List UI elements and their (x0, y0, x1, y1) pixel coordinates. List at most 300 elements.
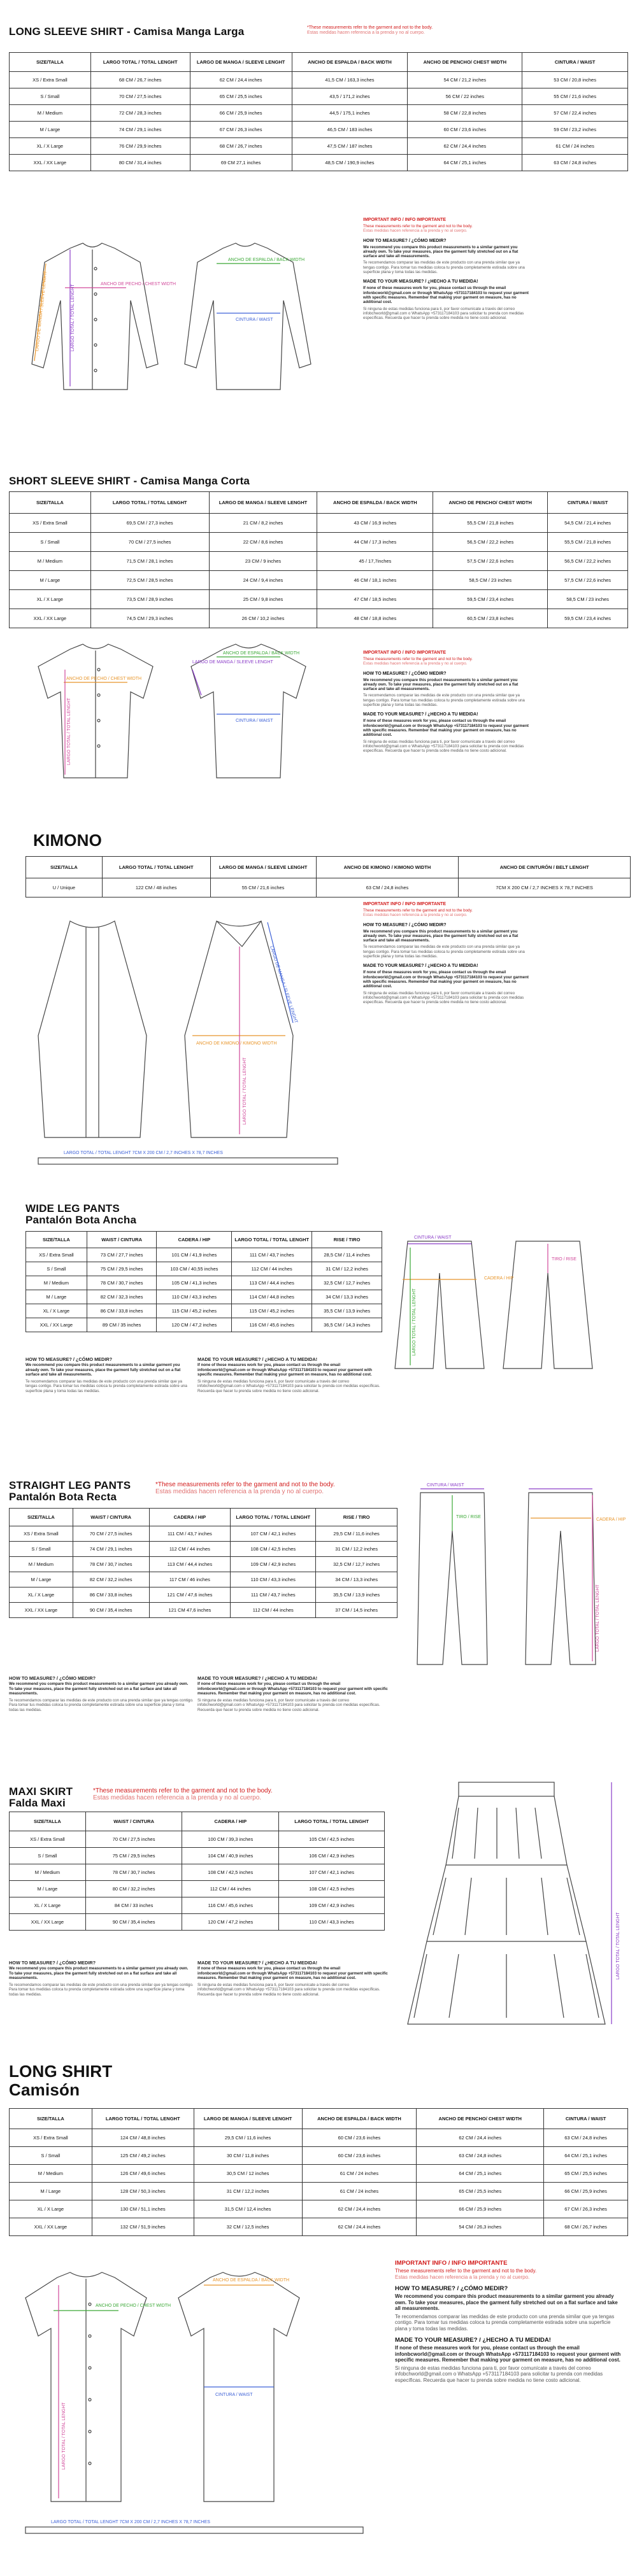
table-cell: S / Small (10, 1542, 73, 1557)
waist-label: CINTURA / WAIST (215, 2393, 253, 2397)
section-title: MAXI SKIRT Falda Maxi (9, 1785, 73, 1809)
section-title: LONG SLEEVE SHIRT - Camisa Manga Larga (9, 25, 245, 38)
table-cell: 121 CM 47,6 inches (149, 1603, 231, 1618)
table-cell: 120 CM / 47,2 inches (157, 1318, 232, 1332)
size-table (9, 52, 628, 171)
table-cell: XS / Extra Small (26, 1248, 87, 1262)
waist-label: CINTURA / WAIST (236, 318, 273, 322)
column-header: CADERA / HIP (157, 1232, 232, 1248)
column-header: LARGO TOTAL / TOTAL LENGHT (102, 857, 210, 878)
hip-label: CADERA / HIP (484, 1276, 514, 1281)
table-cell: 69,5 CM / 27,3 inches (90, 514, 209, 533)
table-cell: 74 CM / 29,1 inches (90, 122, 190, 138)
column-header: WAIST / CINTURA (87, 1232, 157, 1248)
table-cell: 59 CM / 23,2 inches (522, 122, 628, 138)
table-cell: 60 CM / 23,6 inches (408, 122, 522, 138)
column-header: SIZE/TALLA (10, 1509, 73, 1526)
table-cell: 62 CM / 24,4 inches (302, 2218, 417, 2236)
table-cell: 47 CM / 18,5 inches (317, 590, 433, 609)
table-row (10, 571, 628, 590)
column-header: LARGO TOTAL / TOTAL LENGHT (232, 1232, 312, 1248)
table-cell: XL / X Large (10, 138, 91, 155)
table-cell: XL / X Large (10, 2200, 92, 2218)
table-cell: 110 CM / 43,3 inches (157, 1290, 232, 1304)
belt-label: LARGO TOTAL / TOTAL LENGHT 7CM X 200 CM / 2,7 INCHES X 78,7 INCHES (64, 1151, 223, 1155)
column-header: ANCHO DE PENCHO/ CHEST WIDTH (417, 2109, 544, 2129)
table-cell: 61 CM / 24 inches (302, 2165, 417, 2183)
waist-label: CINTURA / WAIST (427, 1483, 464, 1488)
table-cell: 105 CM / 41,3 inches (157, 1276, 232, 1290)
table-cell: 72,5 CM / 28,5 inches (90, 571, 209, 590)
sleeve-length-label: LARGO DE MANGA / SLEEVE LENGHT (35, 271, 48, 352)
table-cell: 109 CM / 42,9 inches (279, 1897, 385, 1914)
table-row (10, 552, 628, 571)
table-cell: 105 CM / 42,5 inches (279, 1831, 385, 1848)
table-cell: 73,5 CM / 28,9 inches (90, 590, 209, 609)
table-cell: M / Large (26, 1290, 87, 1304)
table-row (26, 878, 631, 897)
table-row (26, 1262, 382, 1276)
table-cell: 58,5 CM / 23 inches (433, 571, 548, 590)
table-cell: 62 CM / 24,4 inches (190, 72, 292, 88)
total-length-label: LARGO TOTAL / TOTAL LENGHT (67, 698, 71, 765)
column-header: SIZE/TALLA (10, 492, 91, 514)
table-cell: 122 CM / 48 inches (102, 878, 210, 897)
column-header: ANCHO DE PENCHO/ CHEST WIDTH (433, 492, 548, 514)
table-cell: XL / X Large (26, 1304, 87, 1318)
table-cell: 41,5 CM / 163,3 inches (292, 72, 408, 88)
table-cell: 55,5 CM / 21,8 inches (433, 514, 548, 533)
table-cell: 108 CM / 42,5 inches (182, 1864, 279, 1881)
table-cell: 54 CM / 21,2 inches (408, 72, 522, 88)
column-header: LARGO TOTAL / TOTAL LENGHT (90, 53, 190, 72)
column-header: ANCHO DE KIMONO / KIMONO WIDTH (316, 857, 459, 878)
table-cell: 26 CM / 10,2 inches (209, 609, 317, 628)
table-cell: XXL / XX Large (10, 1914, 86, 1931)
column-header: ANCHO DE CINTURÓN / BELT LENGHT (459, 857, 631, 878)
sleeve-length-label: LARGO DE MANGA / SLEEVE LENGHT (269, 945, 298, 1024)
garment-notice: *These measurements refer to the garment and not to the body. Estas medidas hacen referencia a la prenda y no al cuerpo. (155, 1481, 335, 1495)
table-cell: 76 CM / 29,9 inches (90, 138, 190, 155)
table-cell: 54 CM / 26,3 inches (417, 2218, 544, 2236)
table-cell: 130 CM / 51,1 inches (92, 2200, 194, 2218)
table-cell: XS / Extra Small (10, 1526, 73, 1542)
column-header: CADERA / HIP (149, 1509, 231, 1526)
total-length-label: LARGO TOTAL / TOTAL LENGHT (71, 284, 75, 351)
table-cell: 113 CM / 44,4 inches (232, 1276, 312, 1290)
table-cell: 59,5 CM / 23,4 inches (433, 590, 548, 609)
table-cell: 68 CM / 26,7 inches (544, 2218, 628, 2236)
table-cell: 106 CM / 42,9 inches (279, 1848, 385, 1864)
table-row (10, 1831, 385, 1848)
table-row (10, 1897, 385, 1914)
wide-leg-pants-illustration (389, 1228, 631, 1375)
column-header: ANCHO DE ESPALDA / BACK WIDTH (317, 492, 433, 514)
table-cell: M / Medium (10, 1557, 73, 1572)
table-cell: 67 CM / 26,3 inches (190, 122, 292, 138)
column-header: CINTURA / WAIST (544, 2109, 628, 2129)
table-cell: 31 CM / 12,2 inches (312, 1262, 382, 1276)
table-cell: M / Large (10, 2183, 92, 2200)
table-cell: 90 CM / 35,4 inches (73, 1603, 149, 1618)
table-row (10, 1864, 385, 1881)
table-cell: 65 CM / 25,5 inches (417, 2183, 544, 2200)
table-cell: M / Medium (10, 105, 91, 122)
table-cell: 24 CM / 9,4 inches (209, 571, 317, 590)
total-length-label: LARGO TOTAL / TOTAL LENGHT (412, 1288, 417, 1356)
total-length-label: LARGO TOTAL / TOTAL LENGHT (62, 2402, 66, 2470)
table-cell: 60 CM / 23,6 inches (302, 2129, 417, 2147)
table-cell: 46 CM / 18,1 inches (317, 571, 433, 590)
long-sleeve-section (0, 0, 637, 446)
straight-leg-section (0, 1480, 637, 1766)
table-cell: 109 CM / 42,9 inches (231, 1557, 316, 1572)
table-cell: XXL / XX Large (10, 155, 91, 171)
table-cell: 125 CM / 49,2 inches (92, 2147, 194, 2165)
hip-label: CADERA / HIP (596, 1517, 626, 1522)
table-cell: 113 CM / 44,4 inches (149, 1557, 231, 1572)
table-cell: 73 CM / 27,7 inches (87, 1248, 157, 1262)
column-header: LARGO DE MANGA / SLEEVE LENGHT (190, 53, 292, 72)
table-cell: 48 CM / 18,8 inches (317, 609, 433, 628)
table-row (10, 609, 628, 628)
table-cell: 120 CM / 47,2 inches (182, 1914, 279, 1931)
table-cell: 64 CM / 25,1 inches (408, 155, 522, 171)
table-cell: M / Medium (26, 1276, 87, 1290)
table-cell: S / Small (26, 1262, 87, 1276)
table-cell: 56,5 CM / 22,2 inches (433, 533, 548, 552)
table-cell: 78 CM / 30,7 inches (87, 1276, 157, 1290)
long-sleeve-shirt-illustration (25, 224, 357, 415)
section-title: STRAIGHT LEG PANTS Pantalón Bota Recta (9, 1479, 131, 1503)
table-cell: XS / Extra Small (10, 1831, 86, 1848)
table-row (26, 1290, 382, 1304)
waist-label: CINTURA / WAIST (414, 1235, 452, 1240)
table-row (26, 1304, 382, 1318)
table-cell: 116 CM / 45,6 inches (182, 1897, 279, 1914)
table-row (10, 105, 628, 122)
table-row (10, 2183, 628, 2200)
section-title: LONG SHIRT Camisón (9, 2062, 113, 2099)
size-table (25, 1231, 382, 1332)
maxi-skirt-illustration (395, 1770, 631, 2037)
sleeve-length-label: LARGO DE MANGA / SLEEVE LENGHT (192, 660, 273, 665)
column-header: CINTURA / WAIST (548, 492, 628, 514)
column-header: CADERA / HIP (182, 1812, 279, 1831)
waist-label: CINTURA / WAIST (236, 719, 273, 723)
table-cell: 89 CM / 35 inches (87, 1318, 157, 1332)
back-width-label: ANCHO DE ESPALDA / BACK WIDTH (223, 651, 300, 656)
table-cell: 108 CM / 42,5 inches (231, 1542, 316, 1557)
table-header-row (10, 492, 628, 514)
maxi-skirt-section (0, 1770, 637, 2056)
table-cell: XXL / XX Large (10, 2218, 92, 2236)
table-cell: 45 / 17,7inches (317, 552, 433, 571)
how-to-measure-block: HOW TO MEASURE? / ¿CÓMO MEDIR? We recommend you compare this product measurements to a similar garment you already own. To take your measures, place the garment fully stretched out on a flat surface and take all measurements. Te recomendamos comparar las medidas de este producto con una prenda similar que ya tengas contigo. Para tomar tus medidas coloca tu prenda completamente estirada sobre una superficie plana y toma todas las medidas. (9, 1675, 194, 1712)
column-header: ANCHO DE ESPALDA / BACK WIDTH (292, 53, 408, 72)
belt-label: LARGO TOTAL / TOTAL LENGHT 7CM X 200 CM / 2,7 INCHES X 78,7 INCHES (51, 2520, 210, 2524)
table-cell: 23 CM / 9 inches (209, 552, 317, 571)
table-cell: 57,5 CM / 22,6 inches (548, 571, 628, 590)
table-cell: XXL / XX Large (10, 609, 91, 628)
made-to-measure-block: MADE TO YOUR MEASURE? / ¿HECHO A TU MEDIDA! If none of these measures work for you, please contact us through the email infonbcworld@gmail.com or through WhatsApp +573117184103 to request your garment with specific measures. Remember that making your garment on measure, has no additional cost. Si ninguna de estas medidas funciona para ti, por favor comunícate a través del correo infobchworld@gmail.com o WhatsApp +573117184103 para solicitar tu prenda con medidas específicas. Recuerda que hacer tu prenda sobre medida no tiene costo adicional. (197, 1675, 388, 1712)
section-title: SHORT SLEEVE SHIRT - Camisa Manga Corta (9, 475, 250, 487)
table-cell: 112 CM / 44 inches (149, 1542, 231, 1557)
table-cell: 63 CM / 24,8 inches (417, 2147, 544, 2165)
table-cell: 110 CM / 43,3 inches (279, 1914, 385, 1931)
table-row (10, 1587, 397, 1603)
table-cell: 80 CM / 31,4 inches (90, 155, 190, 171)
table-cell: 44,5 / 175,1 inches (292, 105, 408, 122)
section-title: KIMONO (33, 831, 103, 850)
table-row (10, 533, 628, 552)
table-cell: 111 CM / 43,7 inches (231, 1587, 316, 1603)
long-shirt-section (0, 2062, 637, 2576)
chest-width-label: ANCHO DE PECHO / CHEST WIDTH (101, 282, 176, 286)
table-cell: 115 CM / 45,2 inches (157, 1304, 232, 1318)
kimono-section (0, 831, 637, 1200)
table-cell: 70 CM / 27,5 inches (90, 533, 209, 552)
table-row (26, 1248, 382, 1262)
table-row (10, 1914, 385, 1931)
table-cell: 53 CM / 20,8 inches (522, 72, 628, 88)
table-cell: 115 CM / 45,2 inches (232, 1304, 312, 1318)
column-header: ANCHO DE ESPALDA / BACK WIDTH (302, 2109, 417, 2129)
table-cell: 65 CM / 25,5 inches (190, 88, 292, 105)
table-cell: 47,5 CM / 187 inches (292, 138, 408, 155)
table-cell: 90 CM / 35,4 inches (85, 1914, 182, 1931)
table-cell: 68 CM / 26,7 inches (90, 72, 190, 88)
table-cell: XL / X Large (10, 590, 91, 609)
table-cell: 61 CM / 24 inches (522, 138, 628, 155)
table-cell: 62 CM / 24,4 inches (408, 138, 522, 155)
table-cell: S / Small (10, 2147, 92, 2165)
table-cell: 121 CM / 47,6 inches (149, 1587, 231, 1603)
table-cell: 31 CM / 12,2 inches (316, 1542, 397, 1557)
table-cell: 63 CM / 24,8 inches (522, 155, 628, 171)
table-cell: XL / X Large (10, 1587, 73, 1603)
table-cell: 126 CM / 49,6 inches (92, 2165, 194, 2183)
table-cell: 32 CM / 12,5 inches (194, 2218, 302, 2236)
table-cell: 64 CM / 25,1 inches (544, 2147, 628, 2165)
table-row (10, 2147, 628, 2165)
info-panel: IMPORTANT INFO / INFO IMPORTANTE These measurements refer to the garment and not to the body. Estas medidas hacen referencia a la prenda y no al cuerpo. HOW TO MEASURE? / ¿CÓMO MEDIR? We recommend you compare this product measurements to a similar garment you already own. To take your measures, place the garment fully stretched out on a flat surface and take all measurements. Te recomendamos comparar las medidas de este producto con una prenda similar que ya tengas contigo. Para tomar tus medidas coloca tu prenda completamente estirada sobre una superficie plana y toma todas las medidas. MADE TO YOUR MEASURE? / ¿HECHO A TU MEDIDA! If none of these measures work for you, please contact us through the email infonbcworld@gmail.com or through WhatsApp +573117184103 to request your garment with specific measures. Remember that making your garment on measure, has no additional cost. Si ninguna de estas medidas funciona para ti, por favor comunícate a través del correo infobchworld@gmail.com o WhatsApp +573117184103 para solicitar tu prenda con medidas específicas. Recuerda que hacer tu prenda sobre medida no tiene costo adicional. (363, 902, 529, 1005)
table-cell: 35,5 CM / 13,9 inches (312, 1304, 382, 1318)
table-header-row (10, 53, 628, 72)
table-row (10, 2218, 628, 2236)
table-cell: 32,5 CM / 12,7 inches (316, 1557, 397, 1572)
table-cell: 60,5 CM / 23,8 inches (433, 609, 548, 628)
table-cell: 35,5 CM / 13,9 inches (316, 1587, 397, 1603)
table-cell: 112 CM / 44 inches (231, 1603, 316, 1618)
table-row (10, 122, 628, 138)
table-row (10, 514, 628, 533)
table-cell: 82 CM / 32,3 inches (87, 1290, 157, 1304)
table-cell: 22 CM / 8,6 inches (209, 533, 317, 552)
table-cell: XXL / XX Large (26, 1318, 87, 1332)
rise-label: TIRO / RISE (552, 1257, 576, 1262)
table-cell: 112 CM / 44 inches (182, 1881, 279, 1897)
table-cell: 78 CM / 30,7 inches (85, 1864, 182, 1881)
table-row (10, 1542, 397, 1557)
table-cell: M / Medium (10, 552, 91, 571)
table-cell: 55 CM / 21,6 inches (522, 88, 628, 105)
kimono-width-label: ANCHO DE KIMONO / KIMONO WIDTH (196, 1041, 277, 1046)
table-row (10, 138, 628, 155)
table-cell: 108 CM / 42,5 inches (279, 1881, 385, 1897)
table-cell: XS / Extra Small (10, 2129, 92, 2147)
table-row (10, 1526, 397, 1542)
table-cell: 80 CM / 32,2 inches (85, 1881, 182, 1897)
table-row (10, 1572, 397, 1587)
made-to-measure-block: MADE TO YOUR MEASURE? / ¿HECHO A TU MEDIDA! If none of these measures work for you, please contact us through the email infonbcworld@gmail.com or through WhatsApp +573117184103 to request your garment with specific measures. Remember that making your garment on measure, has no additional cost. Si ninguna de estas medidas funciona para ti, por favor comunícate a través del correo infobchworld@gmail.com o WhatsApp +573117184103 para solicitar tu prenda con medidas específicas. Recuerda que hacer tu prenda sobre medida no tiene costo adicional. (197, 1356, 380, 1393)
back-width-label: ANCHO DE ESPALDA / BACK WIDTH (213, 2278, 290, 2283)
table-row (10, 590, 628, 609)
table-cell: 57,5 CM / 22,6 inches (433, 552, 548, 571)
table-header-row (26, 1232, 382, 1248)
table-cell: 86 CM / 33,8 inches (73, 1587, 149, 1603)
column-header: LARGO TOTAL / TOTAL LENGHT (92, 2109, 194, 2129)
table-cell: XL / X Large (10, 1897, 86, 1914)
table-cell: 128 CM / 50,3 inches (92, 2183, 194, 2200)
total-length-label: LARGO TOTAL / TOTAL LENGHT (616, 1912, 620, 1980)
table-row (10, 2129, 628, 2147)
chest-width-label: ANCHO DE PECHO / CHEST WIDTH (66, 677, 142, 681)
table-row (10, 88, 628, 105)
column-header: LARGO TOTAL / TOTAL LENGHT (231, 1509, 316, 1526)
table-cell: 111 CM / 43,7 inches (232, 1248, 312, 1262)
table-cell: 30 CM / 11,8 inches (194, 2147, 302, 2165)
how-to-measure-block: HOW TO MEASURE? / ¿CÓMO MEDIR? We recommend you compare this product measurements to a similar garment you already own. To take your measures, place the garment fully stretched out on a flat surface and take all measurements. Te recomendamos comparar las medidas de este producto con una prenda similar que ya tengas contigo. Para tomar tus medidas coloca tu prenda completamente estirada sobre una superficie plana y toma todas las medidas. (9, 1960, 194, 1997)
table-cell: 44 CM / 17,3 inches (317, 533, 433, 552)
table-cell: XS / Extra Small (10, 514, 91, 533)
table-cell: 66 CM / 25,9 inches (417, 2200, 544, 2218)
column-header: CINTURA / WAIST (522, 53, 628, 72)
made-to-measure-block: MADE TO YOUR MEASURE? / ¿HECHO A TU MEDIDA! If none of these measures work for you, please contact us through the email infonbcworld@gmail.com or through WhatsApp +573117184103 to request your garment with specific measures. Remember that making your garment on measure, has no additional cost. Si ninguna de estas medidas funciona para ti, por favor comunícate a través del correo infobchworld@gmail.com o WhatsApp +573117184103 para solicitar tu prenda con medidas específicas. Recuerda que hacer tu prenda sobre medida no tiene costo adicional. (197, 1960, 388, 1997)
size-table (9, 491, 628, 628)
back-width-label: ANCHO DE ESPALDA / BACK WIDTH (228, 258, 305, 262)
table-cell: 62 CM / 24,4 inches (417, 2129, 544, 2147)
long-shirt-illustration (13, 2260, 369, 2552)
table-cell: 70 CM / 27,5 inches (85, 1831, 182, 1848)
table-cell: 101 CM / 41,9 inches (157, 1248, 232, 1262)
table-cell: 34 CM / 13,3 inches (316, 1572, 397, 1587)
table-cell: 74 CM / 29,1 inches (73, 1542, 149, 1557)
table-cell: 68 CM / 26,7 inches (190, 138, 292, 155)
table-cell: 34 CM / 13,3 inches (312, 1290, 382, 1304)
table-cell: M / Large (10, 122, 91, 138)
table-row (10, 1557, 397, 1572)
table-cell: 71,5 CM / 28,1 inches (90, 552, 209, 571)
table-cell: 30,5 CM / 12 inches (194, 2165, 302, 2183)
table-cell: 74,5 CM / 29,3 inches (90, 609, 209, 628)
kimono-illustration (25, 908, 357, 1176)
table-row (10, 1881, 385, 1897)
chest-width-label: ANCHO DE PECHO / CHEST WIDTH (96, 2304, 171, 2308)
table-cell: 117 CM / 46 inches (149, 1572, 231, 1587)
table-cell: 54,5 CM / 21,4 inches (548, 514, 628, 533)
table-cell: 65 CM / 25,5 inches (544, 2165, 628, 2183)
table-cell: 37 CM / 14,5 inches (316, 1603, 397, 1618)
table-cell: 112 CM / 44 inches (232, 1262, 312, 1276)
table-cell: 28,5 CM / 11,4 inches (312, 1248, 382, 1262)
table-cell: XS / Extra Small (10, 72, 91, 88)
table-cell: 70 CM / 27,5 inches (73, 1526, 149, 1542)
table-cell: 100 CM / 39,3 inches (182, 1831, 279, 1848)
table-cell: 56 CM / 22 inches (408, 88, 522, 105)
table-cell: 31 CM / 12,2 inches (194, 2183, 302, 2200)
table-header-row (10, 2109, 628, 2129)
table-header-row (10, 1812, 385, 1831)
section-title: WIDE LEG PANTS Pantalón Bota Ancha (25, 1202, 137, 1226)
column-header: SIZE/TALLA (26, 857, 103, 878)
table-cell: 58 CM / 22,8 inches (408, 105, 522, 122)
table-cell: 59,5 CM / 23,4 inches (548, 609, 628, 628)
table-cell: 69 CM 27,1 inches (190, 155, 292, 171)
table-cell: 7CM X 200 CM / 2,7 INCHES X 78,7 INCHES (459, 878, 631, 897)
table-cell: 62 CM / 24,4 inches (302, 2200, 417, 2218)
table-cell: 70 CM / 27,5 inches (90, 88, 190, 105)
size-table (9, 1812, 385, 1931)
table-cell: S / Small (10, 1848, 86, 1864)
table-cell: M / Large (10, 571, 91, 590)
table-row (26, 1318, 382, 1332)
table-cell: M / Medium (10, 2165, 92, 2183)
rise-label: TIRO / RISE (456, 1515, 481, 1519)
table-cell: 107 CM / 42,1 inches (279, 1864, 385, 1881)
total-length-label: LARGO TOTAL / TOTAL LENGHT (596, 1584, 600, 1652)
table-cell: 46,5 CM / 183 inches (292, 122, 408, 138)
size-table (9, 2108, 628, 2236)
table-cell: 55,5 CM / 21,8 inches (548, 533, 628, 552)
table-cell: M / Medium (10, 1864, 86, 1881)
table-cell: 25 CM / 9,8 inches (209, 590, 317, 609)
column-header: LARGO DE MANGA / SLEEVE LENGHT (194, 2109, 302, 2129)
table-cell: 43 CM / 16,9 inches (317, 514, 433, 533)
table-cell: 86 CM / 33,8 inches (87, 1304, 157, 1318)
table-header-row (26, 857, 631, 878)
table-cell: 32,5 CM / 12,7 inches (312, 1276, 382, 1290)
table-cell: U / Unique (26, 878, 103, 897)
table-cell: 111 CM / 43,7 inches (149, 1526, 231, 1542)
table-row (10, 1848, 385, 1864)
table-cell: 107 CM / 42,1 inches (231, 1526, 316, 1542)
column-header: SIZE/TALLA (26, 1232, 87, 1248)
size-table (25, 856, 631, 897)
table-cell: 82 CM / 32,2 inches (73, 1572, 149, 1587)
table-row (26, 1276, 382, 1290)
table-header-row (10, 1509, 397, 1526)
table-cell: 21 CM / 8,2 inches (209, 514, 317, 533)
table-cell: 84 CM / 33 inches (85, 1897, 182, 1914)
column-header: WAIST / CINTURA (85, 1812, 182, 1831)
how-to-measure-block: HOW TO MEASURE? / ¿CÓMO MEDIR? We recommend you compare this product measurements to a similar garment you already own. To take your measures, place the garment fully stretched out on a flat surface and take all measurements. Te recomendamos comparar las medidas de este producto con una prenda similar que ya tengas contigo. Para tomar tus medidas coloca tu prenda completamente estirada sobre una superficie plana y toma todas las medidas. (25, 1356, 187, 1393)
table-cell: 63 CM / 24,8 inches (544, 2129, 628, 2147)
garment-notice: *These measurements refer to the garment and not to the body. Estas medidas hacen referencia a la prenda y no al cuerpo. (307, 25, 433, 35)
total-length-label: LARGO TOTAL / TOTAL LENGHT (243, 1057, 247, 1125)
table-cell: S / Small (10, 88, 91, 105)
table-cell: 29,5 CM / 11,6 inches (194, 2129, 302, 2147)
table-cell: 114 CM / 44,8 inches (232, 1290, 312, 1304)
column-header: SIZE/TALLA (10, 2109, 92, 2129)
table-cell: 60 CM / 23,6 inches (302, 2147, 417, 2165)
table-cell: 132 CM / 51,9 inches (92, 2218, 194, 2236)
table-cell: 124 CM / 48,8 inches (92, 2129, 194, 2147)
table-cell: 63 CM / 24,8 inches (316, 878, 459, 897)
table-cell: 58,5 CM / 23 inches (548, 590, 628, 609)
table-cell: S / Small (10, 533, 91, 552)
table-cell: 55 CM / 21,6 inches (210, 878, 316, 897)
